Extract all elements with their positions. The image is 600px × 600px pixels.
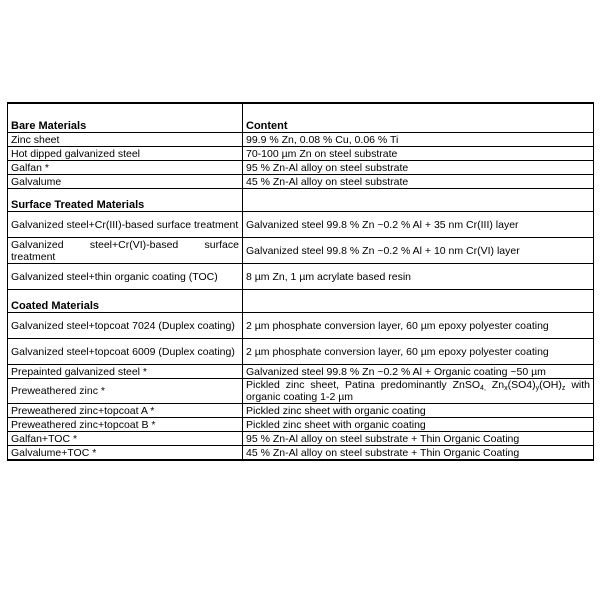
table-row xyxy=(8,432,594,446)
materials-table-container xyxy=(7,102,593,461)
material-cell: Galvanized steel+topcoat 6009 (Duplex coating) xyxy=(8,339,243,365)
content-cell: Pickled zinc sheet with organic coating xyxy=(243,404,594,418)
table-row xyxy=(8,133,594,147)
table-row xyxy=(8,238,594,264)
content-cell: 8 µm Zn, 1 µm acrylate based resin xyxy=(243,264,594,290)
patina-text-b: Zn xyxy=(491,379,505,391)
patina-text-c: (SO4) xyxy=(507,379,536,391)
table-row xyxy=(8,313,594,339)
table-row xyxy=(8,404,594,418)
material-cell: Preweathered zinc+topcoat A * xyxy=(8,404,243,418)
content-cell: 70-100 µm Zn on steel substrate xyxy=(243,147,594,161)
header-content: Content xyxy=(243,103,594,133)
content-cell: 95 % Zn-Al alloy on steel substrate xyxy=(243,161,594,175)
content-cell: Galvanized steel 99.8 % Zn ~0.2 % Al + 35 nm Cr(III) layer xyxy=(243,212,594,238)
table-row xyxy=(8,175,594,189)
table-row xyxy=(8,161,594,175)
patina-sub-a: 4, xyxy=(480,385,486,392)
material-cell: Hot dipped galvanized steel xyxy=(8,147,243,161)
material-cell: Galvanized steel+topcoat 7024 (Duplex coating) xyxy=(8,313,243,339)
section-heading-row xyxy=(8,290,594,313)
patina-sub-b: x xyxy=(504,385,508,392)
content-cell: 45 % Zn-Al alloy on steel substrate xyxy=(243,175,594,189)
patina-text-e: with organic coating 1-2 µm xyxy=(246,379,591,403)
content-cell: Galvanized steel 99.8 % Zn ~0.2 % Al + 10 nm Cr(VI) layer xyxy=(243,238,594,264)
section-heading-blank xyxy=(243,290,594,313)
content-cell: 95 % Zn-Al alloy on steel substrate + Thin Organic Coating xyxy=(243,432,594,446)
content-cell: 2 µm phosphate conversion layer, 60 µm epoxy polyester coating xyxy=(243,313,594,339)
content-cell: Pickled zinc sheet with organic coating xyxy=(243,418,594,432)
material-cell: Preweathered zinc+topcoat B * xyxy=(8,418,243,432)
table-row xyxy=(8,147,594,161)
material-cell: Galvanized steel+Cr(VI)-based surface treatment xyxy=(8,238,243,264)
material-cell: Galfan+TOC * xyxy=(8,432,243,446)
material-cell: Galvalume+TOC * xyxy=(8,446,243,461)
material-cell: Galvanized steel+thin organic coating (TOC) xyxy=(8,264,243,290)
section-heading-row xyxy=(8,189,594,212)
patina-text-d: (OH) xyxy=(539,379,562,391)
patina-sub-d: z xyxy=(561,385,566,392)
patina-sub-c: y xyxy=(535,385,540,392)
table-row xyxy=(8,365,594,379)
header-materials: Bare Materials xyxy=(8,103,243,133)
material-cell: Galvanized steel+Cr(III)-based surface treatment xyxy=(8,212,243,238)
material-cell: Preweathered zinc * xyxy=(8,379,243,404)
materials-table xyxy=(7,102,594,461)
table-row xyxy=(8,379,594,404)
table-row xyxy=(8,339,594,365)
content-cell: 45 % Zn-Al alloy on steel substrate + Thin Organic Coating xyxy=(243,446,594,461)
table-row xyxy=(8,212,594,238)
section-heading-surface: Surface Treated Materials xyxy=(8,189,243,212)
material-cell: Galvalume xyxy=(8,175,243,189)
content-cell: 2 µm phosphate conversion layer, 60 µm epoxy polyester coating xyxy=(243,339,594,365)
content-cell: Galvanized steel 99.8 % Zn ~0.2 % Al + Organic coating ~50 µm xyxy=(243,365,594,379)
section-heading-coated: Coated Materials xyxy=(8,290,243,313)
content-cell-patina xyxy=(243,379,594,404)
material-cell: Zinc sheet xyxy=(8,133,243,147)
material-cell: Galfan * xyxy=(8,161,243,175)
table-row xyxy=(8,446,594,461)
section-heading-blank xyxy=(243,189,594,212)
header-row xyxy=(8,103,594,133)
table-row xyxy=(8,264,594,290)
content-cell: 99.9 % Zn, 0.08 % Cu, 0.06 % Ti xyxy=(243,133,594,147)
patina-text-a: Pickled zinc sheet, Patina predominantly ZnSO xyxy=(246,379,481,391)
table-row xyxy=(8,418,594,432)
material-cell: Prepainted galvanized steel * xyxy=(8,365,243,379)
